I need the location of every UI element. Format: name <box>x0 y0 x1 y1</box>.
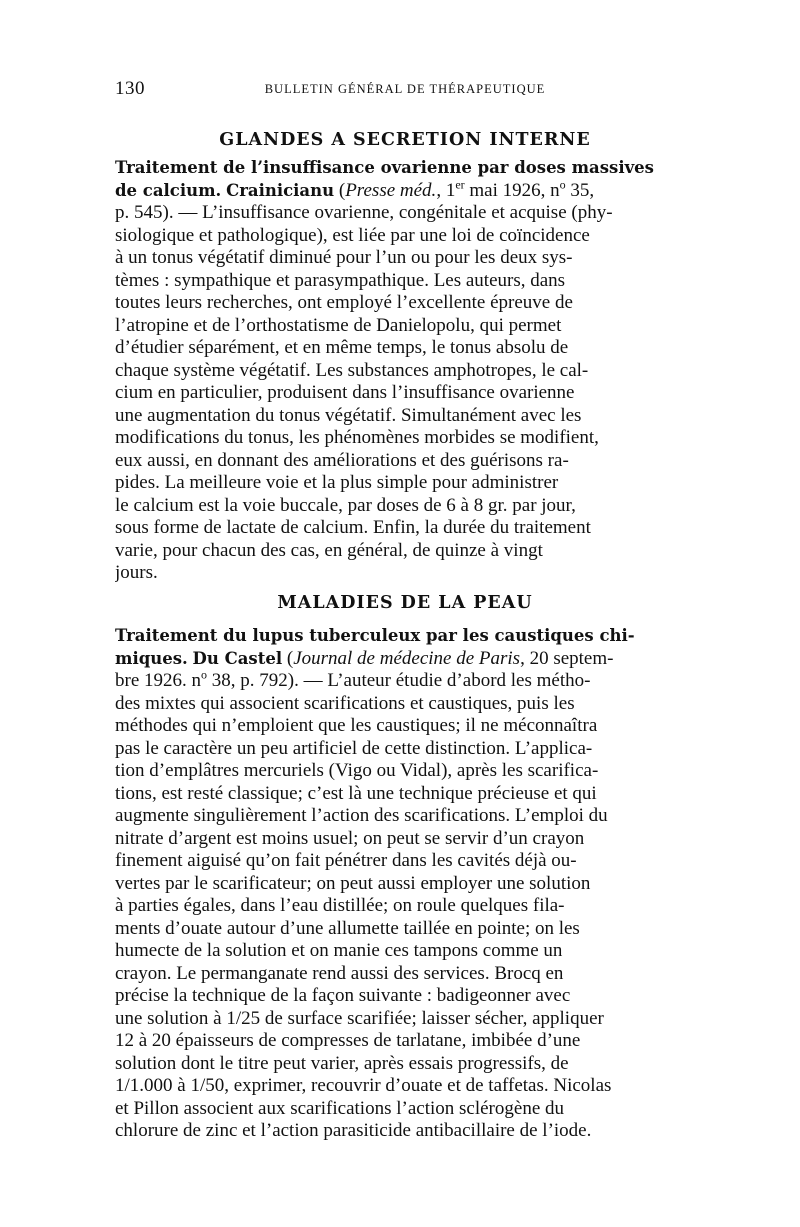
text-line: humecte de la solution et on manie ces tampons comme un <box>115 940 563 961</box>
journal-name: Journal de médecine de Paris <box>293 647 521 669</box>
text-line: chaque système végétatif. Les substances amphotropes, le cal- <box>115 359 589 381</box>
text-line: finement aiguisé qu’on fait pénétrer dans les cavités déjà ou- <box>115 850 577 871</box>
text-line: une augmentation du tonus végétatif. Simultanément avec les <box>115 404 582 426</box>
running-title: BULLETIN GÉNÉRAL DE THÉRAPEUTIQUE <box>264 82 546 96</box>
author-name: Du Castel <box>192 648 283 668</box>
text-line: vertes par le scarificateur; on peut aussi employer une solution <box>115 872 591 894</box>
text-line: d’étudier séparément, et en même temps, le tonus absolu de <box>115 337 569 358</box>
journal-name: Presse méd. <box>345 179 437 201</box>
text-line: 1/1.000 à 1/50, exprimer, recouvrir d’ouate et de taffetas. Nicolas <box>115 1075 612 1096</box>
text-line: à parties égales, dans l’eau distillée; on roule quelques fila- <box>115 895 565 916</box>
text-line: ments d’ouate autour d’une allumette taillée en pointe; on les <box>115 917 580 939</box>
author-name: Crainicianu <box>226 180 335 200</box>
page-number: 130 <box>115 78 145 99</box>
text-line: tions, est resté classique; c’est là une technique précieuse et qui <box>115 782 597 804</box>
text-line: des mixtes qui associent scarifications et caustiques, puis les <box>115 692 575 714</box>
text-line: solution dont le titre peut varier, après essais progressifs, de <box>115 1052 569 1074</box>
article-insuffisance-ovarienne <box>115 157 695 585</box>
text-line: précise la technique de la façon suivante : badigeonner avec <box>115 985 571 1006</box>
citation-line: miques. Du Castel (Journal de médecine de Paris, 20 septem- <box>115 647 614 669</box>
text-line: pides. La meilleure voie et la plus simple pour administrer <box>115 472 559 493</box>
text-line: une solution à 1/25 de surface scarifiée; laisser sécher, appliquer <box>115 1007 604 1029</box>
text-line: méthodes qui n’emploient que les caustiques; il ne méconnaîtra <box>115 715 598 736</box>
text-line: varie, pour chacun des cas, en général, de quinze à vingt <box>115 539 543 561</box>
text-line: à un tonus végétatif diminué pour l’un ou pour les deux sys- <box>115 247 573 268</box>
citation-line: de calcium. Crainicianu (Presse méd., 1er mai 1926, $n^o$ 35, <box>115 179 595 201</box>
text-line: l’atropine et de l’orthostatisme de Danielopolu, qui permet <box>115 314 562 336</box>
text-line: eux aussi, en donnant des améliorations et des guérisons ra- <box>115 449 569 471</box>
citation-line: bre 1926. $n^o$ 38, p. 792). — L’auteur étudie d’abord les métho- <box>115 670 591 691</box>
text-line: crayon. Le permanganate rend aussi des services. Brocq en <box>115 962 564 984</box>
text-line: le calcium est la voie buccale, par doses de 6 à 8 gr. par jour, <box>115 494 576 516</box>
text-line: augmente singulièrement l’action des scarifications. L’emploi du <box>115 805 608 826</box>
text-line: nitrate d’argent est moins usuel; on peut se servir d’un crayon <box>115 827 585 849</box>
article-title-line: Traitement de l’insuffisance ovarienne par doses massives <box>115 158 654 177</box>
text-line: tèmes : sympathique et parasympathique. Les auteurs, dans <box>115 269 566 291</box>
text-line: pas le caractère un peu artificiel de cette distinction. L’applica- <box>115 737 593 759</box>
text-line: et Pillon associent aux scarifications l’action sclérogène du <box>115 1097 564 1119</box>
section-title-glandes: GLANDES A SECRETION INTERNE <box>219 130 591 150</box>
text-line: siologique et pathologique), est liée par une loi de coïncidence <box>115 224 590 246</box>
text-line: modifications du tonus, les phénomènes morbides se modifient, <box>115 427 599 448</box>
article-lupus-tuberculeux <box>115 625 695 1143</box>
section-title-maladies-peau: MALADIES DE LA PEAU <box>277 593 533 613</box>
text-line: tion d’emplâtres mercuriels (Vigo ou Vidal), après les scarifica- <box>115 760 599 781</box>
text-line: jours. <box>115 562 158 583</box>
article-title-line: Traitement du lupus tuberculeux par les caustiques chi- <box>115 626 635 645</box>
page-header <box>115 78 695 102</box>
text-line: p. 545). — L’insuffisance ovarienne, congénitale et acquise (phy- <box>115 202 613 223</box>
text-line: 12 à 20 épaisseurs de compresses de tarlatane, imbibée d’une <box>115 1030 581 1051</box>
text-line: sous forme de lactate de calcium. Enfin, la durée du traitement <box>115 517 591 538</box>
text-line: toutes leurs recherches, ont employé l’excellente épreuve de <box>115 292 573 313</box>
text-line: chlorure de zinc et l’action parasiticide antibacillaire de l’iode. <box>115 1120 592 1141</box>
text-line: cium en particulier, produisent dans l’insuffisance ovarienne <box>115 382 575 403</box>
